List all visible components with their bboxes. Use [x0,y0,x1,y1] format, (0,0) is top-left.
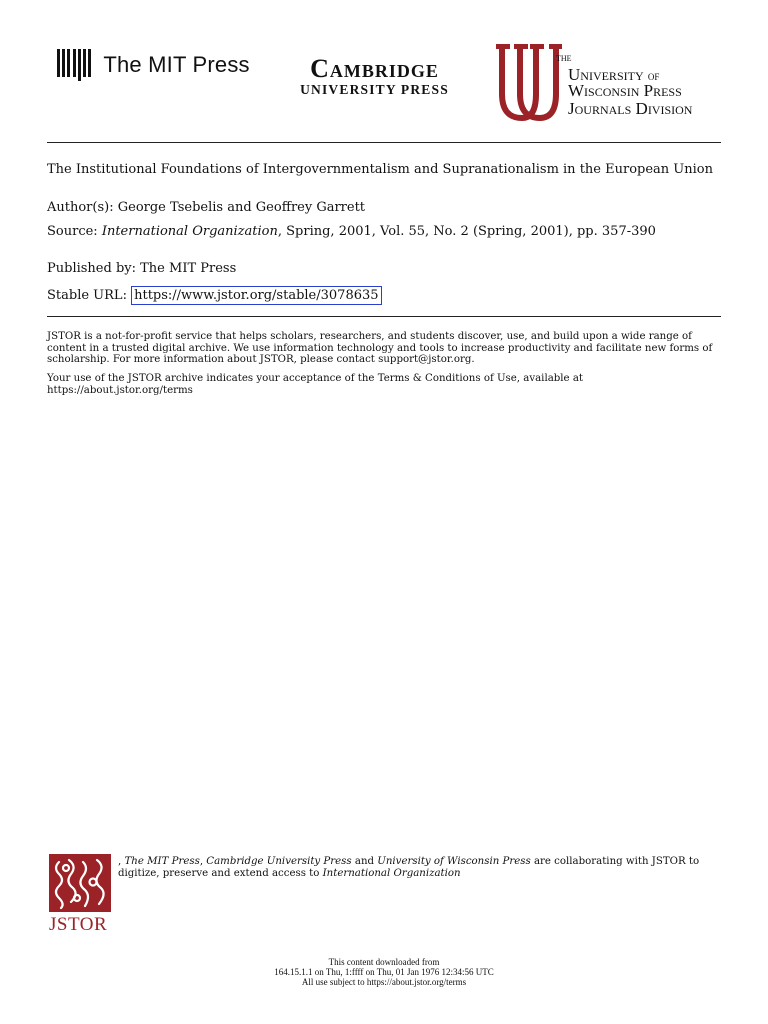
uw-line-university: University of [568,65,660,84]
authors-label: Author(s): [47,200,114,215]
cambridge-university-press-logo [282,56,467,98]
collaboration-statement: , The MIT Press, Cambridge University Press and University of Wisconsin Press are collaborating with JSTOR to digitize, preserve and extend access to International Organization [118,856,700,879]
collab-mit-press: The MIT Press [124,856,200,867]
stable-url-line [47,288,721,303]
jstor-notice: JSTOR is a not-for-profit service that helps scholars, researchers, and students discover, use, and build upon a wide range of content in a trusted digital archive. We use information technology and tools to increase productivity and facilitate new forms of scholarship. For more information about JSTOR, please contact support@jstor.org. [47,331,713,366]
top-divider [47,142,721,143]
authors-line [47,200,721,215]
cambridge-wordmark: Cambridge [310,54,439,83]
jstor-wordmark: JSTOR [49,914,108,935]
university-of-wisconsin-press-logo [496,42,726,124]
jstor-logo [49,854,115,936]
source-detail: , Spring, 2001, Vol. 55, No. 2 (Spring, 2001), pp. 357-390 [277,224,656,239]
collab-wisconsin: University of Wisconsin Press [377,856,531,867]
publisher-value: The MIT Press [140,261,237,276]
download-footer [0,957,768,987]
source-line [47,224,721,239]
mit-press-bars-icon [57,49,93,81]
stable-url-link[interactable]: https://www.jstor.org/stable/3078635 [131,286,381,305]
uw-crest-icon [496,42,562,122]
terms-notice: Your use of the JSTOR archive indicates your acceptance of the Terms & Conditions of Use, available at https://about.jstor.org/terms [47,373,583,396]
download-line-2: 164.15.1.1 on Thu, 1:ffff on Thu, 01 Jan 1976 12:34:56 UTC [274,967,494,977]
published-label: Published by: [47,261,136,276]
collab-journal: International Organization [322,867,461,879]
download-line-1: This content downloaded from [328,957,440,967]
mit-press-wordmark: The MIT Press [103,52,250,77]
uw-the-label: THE [556,54,572,63]
jstor-emblem-icon [49,854,111,912]
article-title: The Institutional Foundations of Intergovernmentalism and Supranationalism in the European Union [47,162,713,177]
source-journal: International Organization [101,224,278,239]
uw-line-wisconsin-press: Wisconsin Press [568,81,682,100]
source-label: Source: [47,224,98,239]
cambridge-subline: UNIVERSITY PRESS [300,82,449,97]
uw-line-journals-division: Journals Division [568,99,693,118]
mit-press-logo [57,48,250,82]
published-line [47,261,721,276]
download-line-3: All use subject to https://about.jstor.org/terms [301,977,467,987]
authors-value: George Tsebelis and Geoffrey Garrett [117,200,366,215]
stable-url-label: Stable URL: [47,288,127,303]
collab-cambridge: Cambridge University Press [206,856,352,867]
middle-divider [47,316,721,317]
